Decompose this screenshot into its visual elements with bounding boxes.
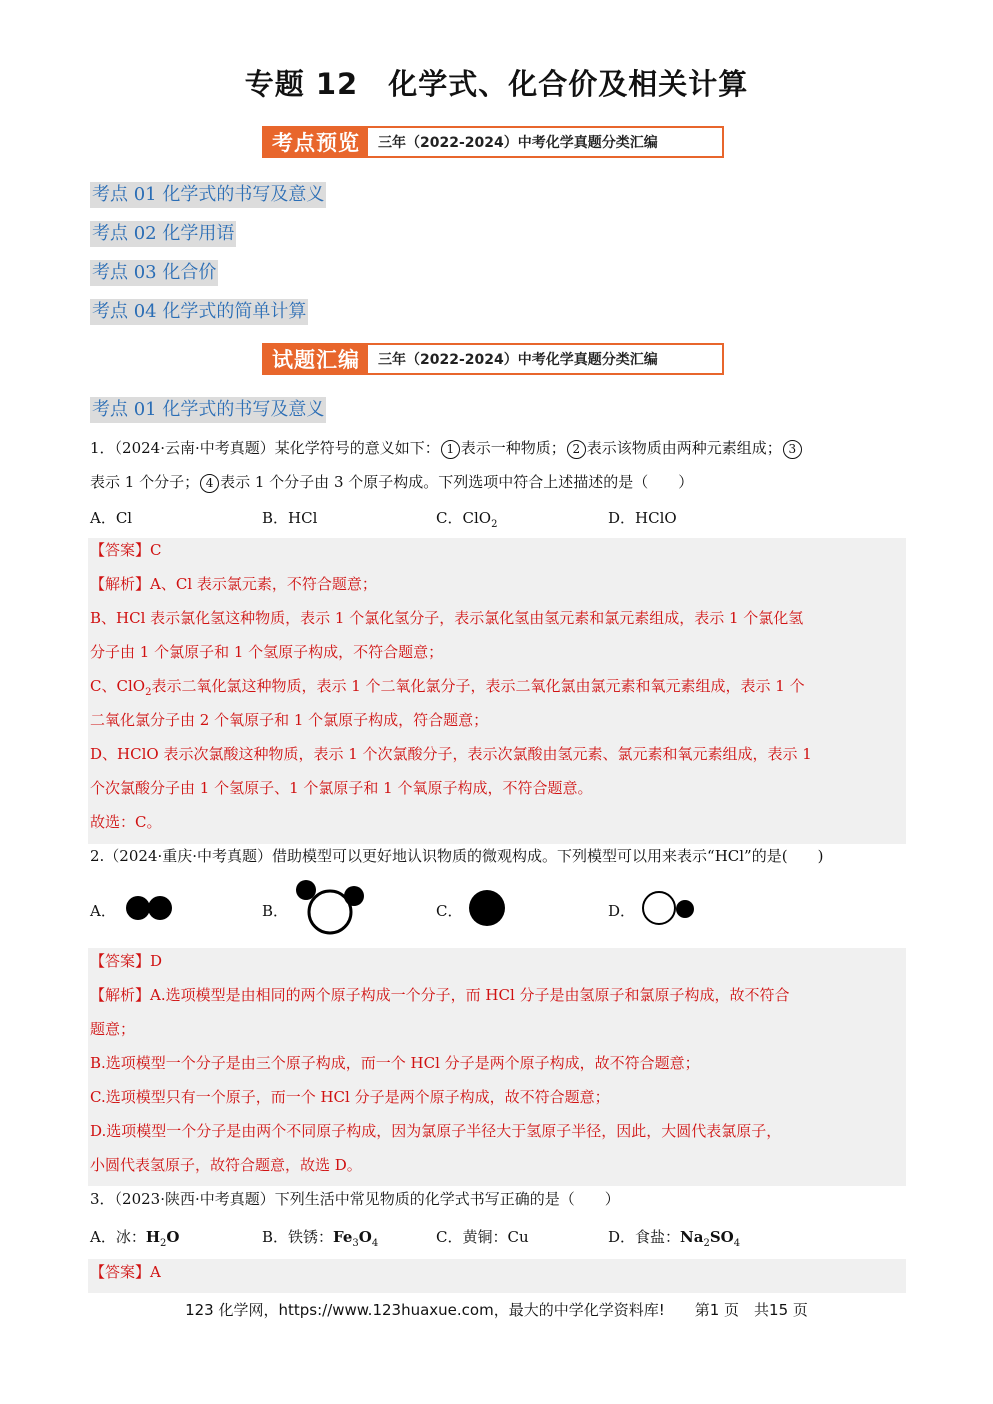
q2-option-a-label[interactable]: A．	[90, 902, 116, 920]
toc-item-4[interactable]: 考点 04 化学式的简单计算	[90, 299, 308, 325]
q2-analysis-c: C.选项模型只有一个原子，而一个 HCl 分子是两个原子构成，故不符合题意；	[90, 1088, 610, 1106]
q2-analysis-a1: 【解析】A.选项模型是由相同的两个原子构成一个分子，而 HCl 分子是由氢原子和氯原子构成，故不符合	[90, 986, 790, 1004]
toc-item-3[interactable]: 考点 03 化合价	[90, 260, 218, 286]
circled-number: 2	[567, 440, 586, 459]
q1-analysis-d1: D、HClO 表示次氯酸这种物质，表示 1 个次氯酸分子，表示次氯酸由氢元素、氯元素和氧元素组成，表示 1	[90, 745, 812, 763]
q2-model-b-icon	[292, 878, 372, 938]
q1-analysis-c1: C、ClO$_2$表示二氧化氯这种物质，表示 1 个二氧化氯分子，表示二氧化氯由氯元素和氧元素组成，表示 1 个	[90, 677, 805, 698]
banner-questions	[262, 343, 724, 375]
q2-option-d-label[interactable]: D．	[608, 902, 636, 920]
q2-analysis-d1: D.选项模型一个分子是由两个不同原子构成，因为氯原子半径大于氢原子半径，因此，大圆代表氯原子，	[90, 1122, 782, 1140]
q1-analysis-b1: B、HCl 表示氯化氢这种物质，表示 1 个氯化氢分子，表示氯化氢由氢元素和氯元素组成，表示 1 个氯化氢	[90, 609, 804, 627]
question-3-stem: 3．（2023·陕西·中考真题）下列生活中常见物质的化学式书写正确的是（ ）	[90, 1190, 620, 1208]
q3-option-a[interactable]: A．冰：$H_2O$	[90, 1228, 180, 1249]
q2-model-c-icon	[466, 888, 510, 930]
q1-option-d[interactable]: D．HClO	[608, 509, 677, 527]
circled-number: 4	[200, 474, 219, 493]
banner-tag: 试题汇编	[264, 345, 368, 373]
q1-option-b[interactable]: B．HCl	[262, 509, 318, 527]
circled-number: 1	[441, 440, 460, 459]
q3-answer: 【答案】A	[90, 1263, 161, 1281]
q2-model-a-icon	[120, 890, 180, 926]
q2-model-d-icon	[638, 888, 700, 930]
banner-subtitle: 三年（2022-2024）中考化学真题分类汇编	[378, 352, 658, 368]
q3-option-b[interactable]: B．铁锈：$Fe_3O_4$	[262, 1228, 379, 1249]
q3-option-c[interactable]: C．黄铜：Cu	[436, 1228, 529, 1246]
question-1-stem-line2: 表示 1 个分子； 4 表示 1 个分子由 3 个原子构成。下列选项中符合上述描述的是（ ）	[90, 473, 694, 491]
q1-option-c[interactable]: C．ClO$_2$	[436, 509, 498, 530]
q1-option-a[interactable]: A．Cl	[90, 509, 133, 527]
q1-conclusion: 故选：C。	[90, 813, 162, 831]
toc-item-1[interactable]: 考点 01 化学式的书写及意义	[90, 182, 326, 208]
q1-answer: 【答案】C	[90, 541, 162, 559]
banner-tag: 考点预览	[264, 128, 368, 156]
banner-preview	[262, 126, 724, 158]
page-title: 专题 12 化学式、化合价及相关计算	[244, 67, 749, 101]
q1-analysis-b2: 分子由 1 个氯原子和 1 个氢原子构成，不符合题意；	[90, 643, 444, 661]
q2-option-c-label[interactable]: C．	[436, 902, 463, 920]
question-2-stem: 2.（2024·重庆·中考真题）借助模型可以更好地认识物质的微观构成。下列模型可以用来表示“HCl”的是( )	[90, 847, 824, 865]
banner-subtitle: 三年（2022-2024）中考化学真题分类汇编	[378, 135, 658, 151]
q2-analysis-a2: 题意；	[90, 1020, 136, 1038]
question-1-stem-line1: 1．（2024·云南·中考真题）某化学符号的意义如下： 1 表示一种物质； 2 表示该物质由两种元素组成； 3	[90, 438, 803, 459]
page-footer: 123 化学网，https://www.123huaxue.com，最大的中学化学资料库! 第1 页 共15 页	[185, 1301, 808, 1319]
q3-option-d[interactable]: D．食盐：$Na_2SO_4$	[608, 1228, 741, 1249]
q1-analysis-a: 【解析】A、Cl 表示氯元素，不符合题意；	[90, 575, 377, 593]
q2-option-b-label[interactable]: B．	[262, 902, 289, 920]
q2-analysis-d2: 小圆代表氢原子，故符合题意，故选 D。	[90, 1156, 362, 1174]
q2-answer: 【答案】D	[90, 952, 163, 970]
q1-analysis-c2: 二氧化氯分子由 2 个氧原子和 1 个氯原子构成，符合题意；	[90, 711, 489, 729]
circled-number: 3	[783, 440, 802, 459]
section-heading: 考点 01 化学式的书写及意义	[90, 397, 326, 423]
toc-item-2[interactable]: 考点 02 化学用语	[90, 221, 236, 247]
q1-analysis-d2: 个次氯酸分子由 1 个氢原子、1 个氯原子和 1 个氧原子构成，不符合题意。	[90, 779, 593, 797]
answer-block	[88, 1259, 906, 1293]
q2-analysis-b: B.选项模型一个分子是由三个原子构成，而一个 HCl 分子是两个原子构成，故不符合题意；	[90, 1054, 700, 1072]
